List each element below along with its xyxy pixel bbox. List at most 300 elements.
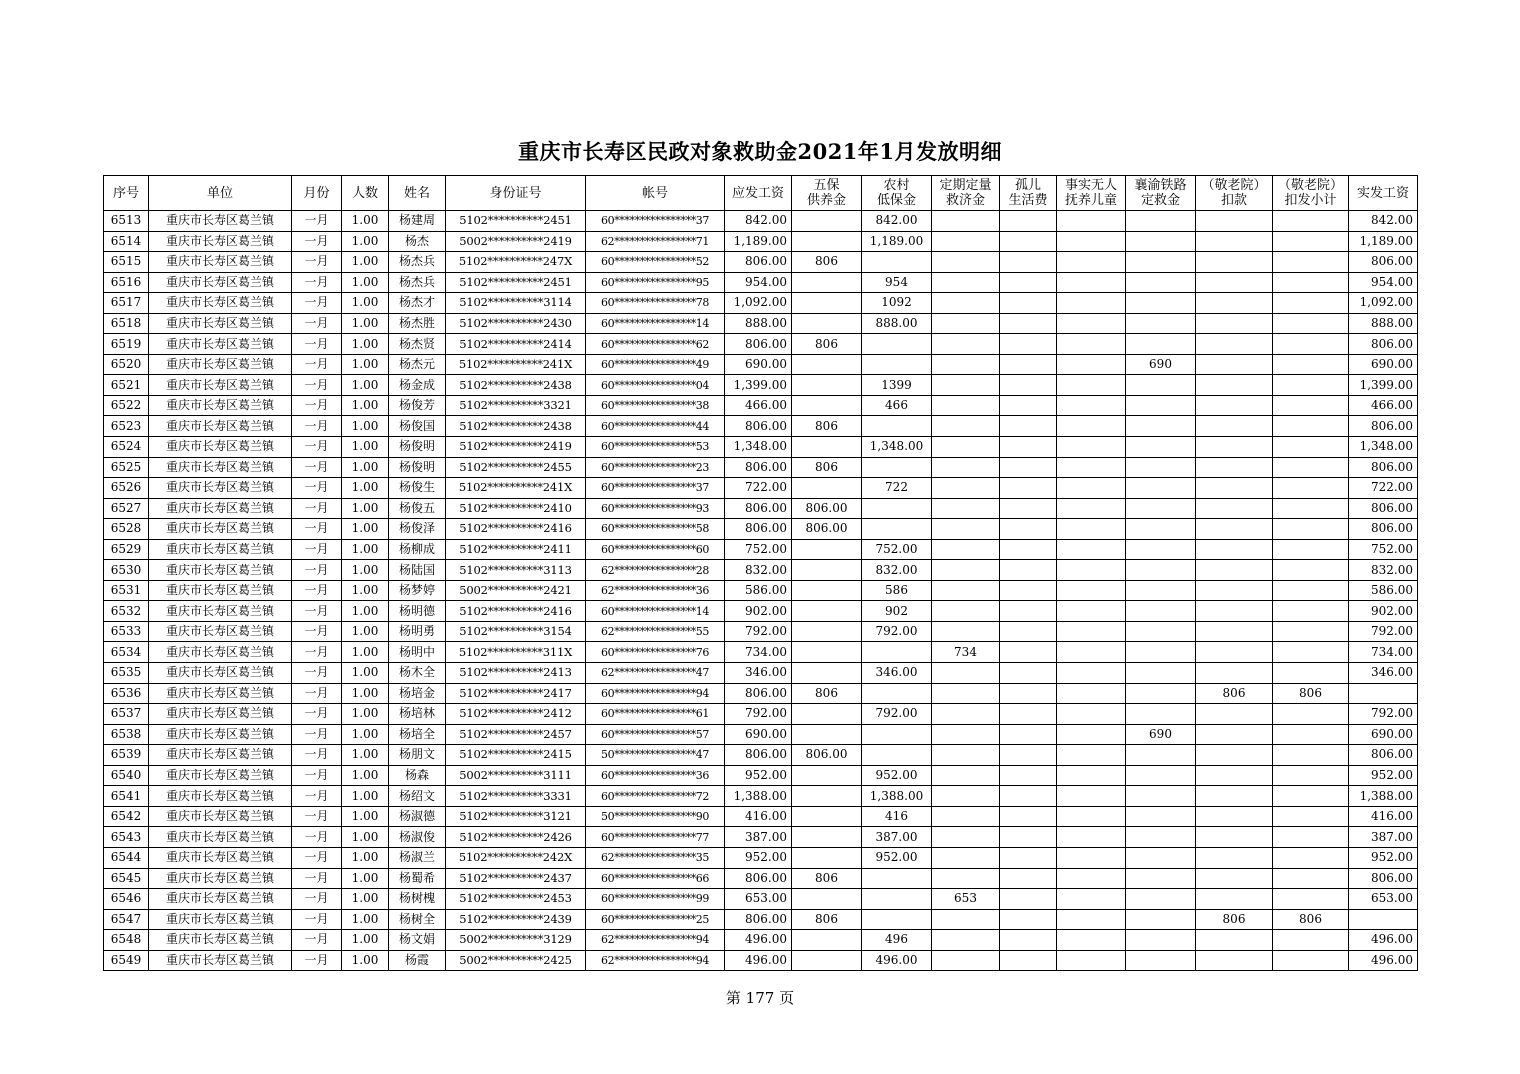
table-row	[104, 642, 1418, 663]
table-cell	[1273, 621, 1349, 642]
table-cell: 806	[1273, 909, 1349, 930]
table-cell	[1126, 539, 1196, 560]
table-cell: 杨柳成	[389, 539, 446, 560]
table-cell: 5102**********3154	[446, 621, 586, 642]
table-cell	[1000, 498, 1057, 519]
table-cell: 832.00	[725, 560, 792, 581]
table-cell	[862, 519, 932, 540]
table-cell: 60****************23	[586, 457, 725, 478]
table-cell: 6518	[104, 313, 149, 334]
table-cell	[862, 334, 932, 355]
table-cell	[1000, 478, 1057, 499]
table-cell	[1000, 293, 1057, 314]
table-cell	[1126, 272, 1196, 293]
table-cell: 1,348.00	[725, 437, 792, 458]
table-cell	[932, 724, 1000, 745]
table-cell	[1057, 930, 1126, 951]
table-cell	[1273, 868, 1349, 889]
table-cell: 6520	[104, 354, 149, 375]
table-cell	[932, 457, 1000, 478]
table-cell	[1000, 786, 1057, 807]
table-cell: 60****************57	[586, 724, 725, 745]
table-cell: 一月	[292, 231, 342, 252]
column-header-line1: 姓名	[403, 185, 430, 201]
column-header-line2: 供养金	[806, 193, 846, 208]
table-cell: 792.00	[725, 704, 792, 725]
table-cell	[932, 560, 1000, 581]
table-cell: 一月	[292, 704, 342, 725]
column-header	[1126, 176, 1196, 211]
table-cell: 5102**********3321	[446, 395, 586, 416]
table-cell: 387.00	[1349, 827, 1418, 848]
table-cell: 杨淑德	[389, 806, 446, 827]
table-cell	[862, 745, 932, 766]
table-cell	[1126, 642, 1196, 663]
table-cell: 6539	[104, 745, 149, 766]
table-cell: 60****************76	[586, 642, 725, 663]
table-cell: 杨俊明	[389, 437, 446, 458]
table-cell: 806.00	[725, 252, 792, 273]
table-cell	[932, 580, 1000, 601]
table-cell: 60****************95	[586, 272, 725, 293]
table-cell	[1126, 868, 1196, 889]
table-cell: 1.00	[342, 889, 389, 910]
table-cell: 806.00	[792, 519, 862, 540]
table-cell	[1057, 539, 1126, 560]
table-cell	[932, 375, 1000, 396]
table-cell: 重庆市长寿区葛兰镇	[149, 950, 292, 971]
table-cell	[1273, 930, 1349, 951]
table-cell	[1196, 354, 1273, 375]
table-cell: 60****************44	[586, 416, 725, 437]
table-cell: 952.00	[862, 765, 932, 786]
table-cell	[1196, 272, 1273, 293]
table-cell: 806	[1196, 683, 1273, 704]
table-cell	[792, 806, 862, 827]
table-row	[104, 909, 1418, 930]
table-cell: 806.00	[1349, 416, 1418, 437]
table-cell: 1092	[862, 293, 932, 314]
table-cell: 杨木全	[389, 663, 446, 684]
table-cell	[1273, 231, 1349, 252]
table-cell: 752.00	[725, 539, 792, 560]
table-cell	[932, 519, 1000, 540]
table-cell: 1.00	[342, 580, 389, 601]
table-cell	[792, 621, 862, 642]
table-cell: 一月	[292, 601, 342, 622]
table-cell	[792, 724, 862, 745]
table-cell	[1126, 786, 1196, 807]
table-cell: 杨杰兵	[389, 272, 446, 293]
table-cell: 1.00	[342, 806, 389, 827]
table-cell: 一月	[292, 724, 342, 745]
table-cell: 6542	[104, 806, 149, 827]
table-cell	[1126, 375, 1196, 396]
table-cell	[1000, 663, 1057, 684]
table-row	[104, 930, 1418, 951]
table-cell	[1196, 847, 1273, 868]
table-cell	[1126, 806, 1196, 827]
table-cell	[1196, 231, 1273, 252]
table-cell	[792, 580, 862, 601]
table-cell: 1,399.00	[1349, 375, 1418, 396]
table-cell	[1196, 724, 1273, 745]
table-cell	[1273, 580, 1349, 601]
table-row	[104, 704, 1418, 725]
table-cell	[1057, 395, 1126, 416]
column-header-line1: 农村	[883, 178, 910, 193]
table-cell	[1126, 478, 1196, 499]
table-cell	[1000, 560, 1057, 581]
table-cell: 杨霞	[389, 950, 446, 971]
table-cell: 重庆市长寿区葛兰镇	[149, 663, 292, 684]
table-cell: 一月	[292, 827, 342, 848]
table-cell	[792, 293, 862, 314]
table-cell: 62****************55	[586, 621, 725, 642]
table-cell	[1000, 889, 1057, 910]
table-cell: 6535	[104, 663, 149, 684]
table-cell: 重庆市长寿区葛兰镇	[149, 724, 292, 745]
table-cell: 重庆市长寿区葛兰镇	[149, 806, 292, 827]
table-cell	[932, 827, 1000, 848]
table-cell: 888.00	[1349, 313, 1418, 334]
table-cell: 586.00	[1349, 580, 1418, 601]
table-cell	[1196, 539, 1273, 560]
table-cell: 806.00	[725, 519, 792, 540]
table-cell	[1196, 950, 1273, 971]
table-cell: 重庆市长寿区葛兰镇	[149, 909, 292, 930]
table-cell: 6522	[104, 395, 149, 416]
column-header	[446, 176, 586, 211]
table-cell: 842.00	[862, 211, 932, 232]
table-cell: 1.00	[342, 663, 389, 684]
table-cell: 60****************61	[586, 704, 725, 725]
table-cell	[1000, 211, 1057, 232]
table-cell: 888.00	[862, 313, 932, 334]
table-cell	[1057, 252, 1126, 273]
table-cell: 1,388.00	[862, 786, 932, 807]
table-cell: 杨培全	[389, 724, 446, 745]
table-cell	[792, 211, 862, 232]
table-cell	[1057, 847, 1126, 868]
table-cell	[1057, 457, 1126, 478]
table-cell	[1126, 231, 1196, 252]
table-cell: 60****************99	[586, 889, 725, 910]
table-cell	[1196, 930, 1273, 951]
table-cell: 690.00	[725, 724, 792, 745]
table-cell: 806.00	[1349, 745, 1418, 766]
table-cell: 60****************53	[586, 437, 725, 458]
table-cell: 1.00	[342, 293, 389, 314]
table-cell	[932, 909, 1000, 930]
table-cell: 重庆市长寿区葛兰镇	[149, 642, 292, 663]
column-header	[1057, 176, 1126, 211]
column-header-line1: 五保	[813, 178, 840, 193]
table-cell: 806.00	[1349, 334, 1418, 355]
table-cell: 杨杰元	[389, 354, 446, 375]
table-cell: 62****************35	[586, 847, 725, 868]
table-cell: 806.00	[792, 498, 862, 519]
table-cell	[862, 354, 932, 375]
table-cell	[1126, 663, 1196, 684]
table-row	[104, 868, 1418, 889]
table-cell	[1000, 375, 1057, 396]
table-cell	[932, 704, 1000, 725]
table-cell	[1057, 560, 1126, 581]
table-cell	[1000, 642, 1057, 663]
table-cell: 一月	[292, 663, 342, 684]
table-cell: 466.00	[1349, 395, 1418, 416]
table-cell: 一月	[292, 498, 342, 519]
table-cell: 6517	[104, 293, 149, 314]
table-cell: 杨明中	[389, 642, 446, 663]
table-cell	[1126, 950, 1196, 971]
table-cell: 5102**********2437	[446, 868, 586, 889]
table-row	[104, 416, 1418, 437]
table-cell	[1273, 395, 1349, 416]
table-cell	[1126, 621, 1196, 642]
table-cell: 60****************94	[586, 683, 725, 704]
table-cell: 653.00	[725, 889, 792, 910]
table-cell: 346.00	[725, 663, 792, 684]
table-cell: 6530	[104, 560, 149, 581]
column-header-line1: 人数	[351, 185, 378, 201]
table-cell: 653	[932, 889, 1000, 910]
table-cell: 1.00	[342, 231, 389, 252]
table-cell: 重庆市长寿区葛兰镇	[149, 272, 292, 293]
table-cell	[792, 395, 862, 416]
table-cell: 954.00	[1349, 272, 1418, 293]
table-cell	[1000, 621, 1057, 642]
table-cell	[1273, 313, 1349, 334]
table-cell	[1000, 437, 1057, 458]
table-cell: 5102**********3121	[446, 806, 586, 827]
table-cell: 690	[1126, 354, 1196, 375]
table-cell: 一月	[292, 539, 342, 560]
table-cell: 重庆市长寿区葛兰镇	[149, 601, 292, 622]
table-cell	[1057, 293, 1126, 314]
table-cell: 一月	[292, 334, 342, 355]
table-row	[104, 560, 1418, 581]
table-cell	[1126, 211, 1196, 232]
table-cell: 重庆市长寿区葛兰镇	[149, 765, 292, 786]
table-cell	[932, 437, 1000, 458]
table-cell	[1273, 663, 1349, 684]
table-cell	[1126, 519, 1196, 540]
table-cell	[1273, 560, 1349, 581]
table-cell: 一月	[292, 765, 342, 786]
table-cell: 1.00	[342, 375, 389, 396]
table-cell: 690.00	[725, 354, 792, 375]
table-row	[104, 354, 1418, 375]
table-cell: 62****************94	[586, 950, 725, 971]
table-cell	[1273, 498, 1349, 519]
table-cell: 1,189.00	[1349, 231, 1418, 252]
table-body	[104, 211, 1418, 971]
table-cell: 杨俊五	[389, 498, 446, 519]
table-cell	[1196, 457, 1273, 478]
table-cell: 6541	[104, 786, 149, 807]
column-header-line1: （敬老院）	[1201, 178, 1267, 193]
table-cell: 416.00	[725, 806, 792, 827]
table-cell	[862, 252, 932, 273]
table-cell: 586	[862, 580, 932, 601]
table-cell	[1273, 704, 1349, 725]
table-cell: 6516	[104, 272, 149, 293]
table-cell: 734.00	[725, 642, 792, 663]
table-cell: 重庆市长寿区葛兰镇	[149, 252, 292, 273]
table-cell: 杨陆国	[389, 560, 446, 581]
column-header-line1: 月份	[303, 185, 330, 201]
table-cell: 5102**********3113	[446, 560, 586, 581]
table-cell	[1126, 765, 1196, 786]
table-cell	[1273, 375, 1349, 396]
table-cell	[1057, 663, 1126, 684]
table-cell: 重庆市长寿区葛兰镇	[149, 437, 292, 458]
table-cell: 60****************62	[586, 334, 725, 355]
table-cell	[1057, 334, 1126, 355]
table-row	[104, 457, 1418, 478]
column-header	[862, 176, 932, 211]
table-cell: 806.00	[1349, 457, 1418, 478]
table-cell	[932, 252, 1000, 273]
table-cell	[1196, 621, 1273, 642]
table-cell	[1057, 313, 1126, 334]
table-row	[104, 211, 1418, 232]
table-cell	[1057, 416, 1126, 437]
table-cell: 杨淑俊	[389, 827, 446, 848]
table-cell: 6526	[104, 478, 149, 499]
table-cell	[932, 293, 1000, 314]
table-cell	[1000, 745, 1057, 766]
table-cell: 杨朋文	[389, 745, 446, 766]
table-cell: 一月	[292, 621, 342, 642]
column-header	[792, 176, 862, 211]
table-cell: 1.00	[342, 745, 389, 766]
table-cell: 杨梦婷	[389, 580, 446, 601]
table-cell: 416	[862, 806, 932, 827]
table-cell: 一月	[292, 313, 342, 334]
table-cell	[1000, 847, 1057, 868]
table-cell	[932, 231, 1000, 252]
table-cell	[932, 354, 1000, 375]
table-cell: 806.00	[725, 909, 792, 930]
table-cell: 6537	[104, 704, 149, 725]
table-cell: 806	[792, 252, 862, 273]
table-cell: 5002**********3129	[446, 930, 586, 951]
table-cell	[1349, 909, 1418, 930]
table-cell	[1196, 437, 1273, 458]
table-cell: 重庆市长寿区葛兰镇	[149, 868, 292, 889]
table-cell	[1000, 457, 1057, 478]
table-row	[104, 683, 1418, 704]
table-cell	[1057, 745, 1126, 766]
table-cell	[1196, 560, 1273, 581]
table-cell: 6532	[104, 601, 149, 622]
table-cell	[1273, 539, 1349, 560]
table-cell	[792, 827, 862, 848]
table-cell: 杨杰贤	[389, 334, 446, 355]
table-cell: 重庆市长寿区葛兰镇	[149, 683, 292, 704]
column-header	[1000, 176, 1057, 211]
table-cell: 重庆市长寿区葛兰镇	[149, 539, 292, 560]
table-cell: 806.00	[725, 457, 792, 478]
table-cell: 5102**********241X	[446, 478, 586, 499]
table-cell: 6519	[104, 334, 149, 355]
table-cell	[1057, 354, 1126, 375]
table-cell: 50****************47	[586, 745, 725, 766]
table-cell: 重庆市长寿区葛兰镇	[149, 519, 292, 540]
table-cell: 一月	[292, 642, 342, 663]
table-cell: 杨杰兵	[389, 252, 446, 273]
table-row	[104, 847, 1418, 868]
table-row	[104, 313, 1418, 334]
table-cell	[1126, 847, 1196, 868]
table-cell: 一月	[292, 416, 342, 437]
table-cell: 重庆市长寿区葛兰镇	[149, 416, 292, 437]
table-cell: 6521	[104, 375, 149, 396]
table-cell: 952.00	[725, 847, 792, 868]
table-cell	[1196, 334, 1273, 355]
table-cell: 重庆市长寿区葛兰镇	[149, 580, 292, 601]
table-cell	[792, 765, 862, 786]
table-cell	[1196, 313, 1273, 334]
table-cell	[862, 724, 932, 745]
table-row	[104, 663, 1418, 684]
column-header	[104, 176, 149, 211]
table-cell: 5102**********2413	[446, 663, 586, 684]
table-cell: 806.00	[725, 868, 792, 889]
table-cell	[1000, 580, 1057, 601]
table-cell: 1.00	[342, 724, 389, 745]
table-cell: 1.00	[342, 395, 389, 416]
table-cell: 5102**********2439	[446, 909, 586, 930]
table-cell: 1.00	[342, 478, 389, 499]
table-cell: 6531	[104, 580, 149, 601]
table-cell: 752.00	[862, 539, 932, 560]
table-cell	[1196, 519, 1273, 540]
table-cell	[1273, 478, 1349, 499]
table-cell: 杨培林	[389, 704, 446, 725]
table-cell: 60****************58	[586, 519, 725, 540]
table-cell	[862, 868, 932, 889]
table-cell: 6527	[104, 498, 149, 519]
table-cell: 792.00	[1349, 704, 1418, 725]
table-cell: 杨培金	[389, 683, 446, 704]
column-header-line2: 定救金	[1140, 193, 1180, 208]
table-cell: 6533	[104, 621, 149, 642]
table-cell: 6546	[104, 889, 149, 910]
table-row	[104, 293, 1418, 314]
table-cell	[1000, 806, 1057, 827]
table-cell: 重庆市长寿区葛兰镇	[149, 498, 292, 519]
table-cell: 1.00	[342, 621, 389, 642]
table-cell	[1000, 354, 1057, 375]
table-cell: 5102**********2438	[446, 416, 586, 437]
table-cell: 杨明德	[389, 601, 446, 622]
table-cell	[932, 539, 1000, 560]
table-cell: 62****************71	[586, 231, 725, 252]
table-cell	[932, 334, 1000, 355]
table-cell: 60****************36	[586, 765, 725, 786]
table-cell	[1057, 868, 1126, 889]
table-cell: 1.00	[342, 211, 389, 232]
table-cell: 50****************90	[586, 806, 725, 827]
table-cell: 954.00	[725, 272, 792, 293]
table-cell: 一月	[292, 950, 342, 971]
table-cell: 60****************66	[586, 868, 725, 889]
table-row	[104, 519, 1418, 540]
